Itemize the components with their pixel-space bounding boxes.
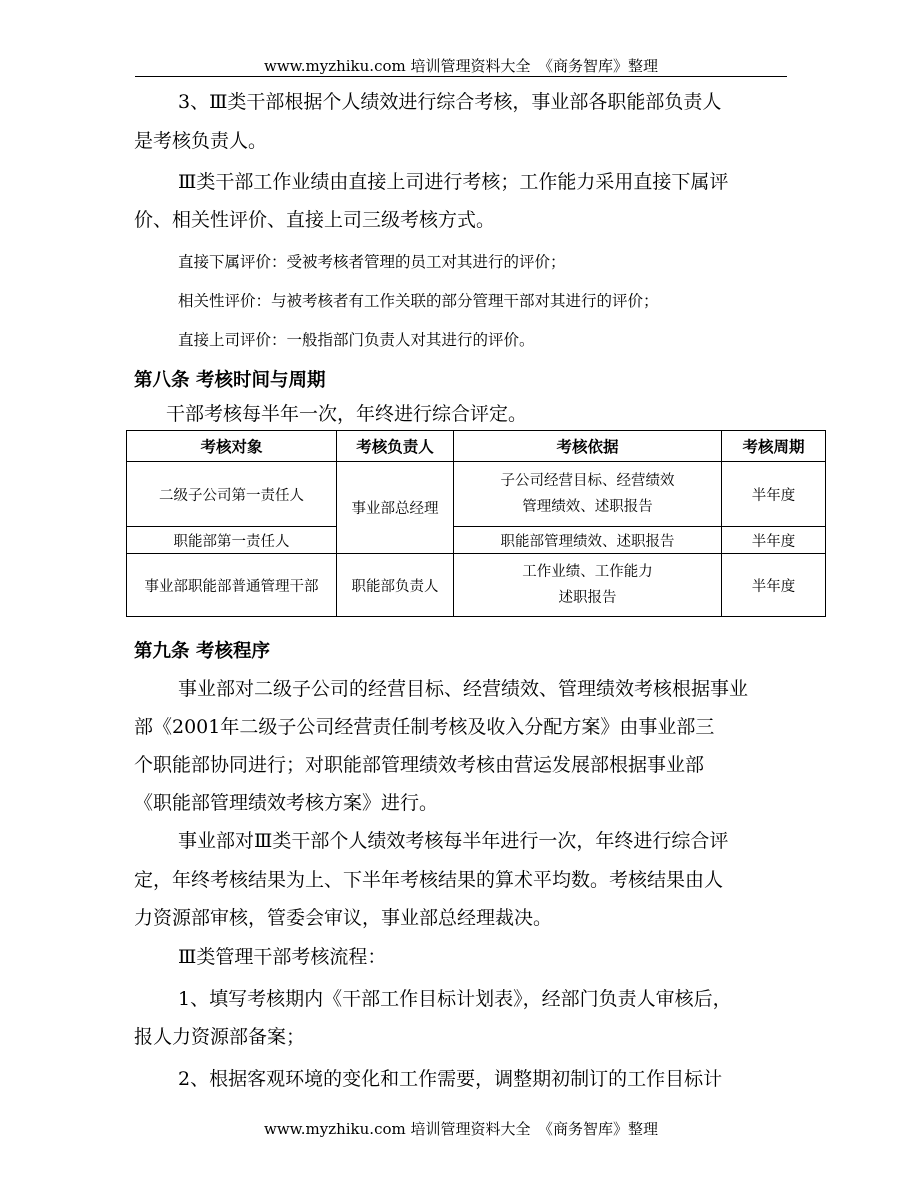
table-cell: 事业部职能部普通管理干部 bbox=[127, 554, 337, 617]
paragraph-line: 《职能部管理绩效考核方案》进行。 bbox=[134, 792, 439, 814]
table-header-cell: 考核依据 bbox=[454, 431, 722, 462]
paragraph-line: 干部考核每半年一次，年终进行综合评定。 bbox=[166, 403, 528, 425]
table-header-cell: 考核对象 bbox=[127, 431, 337, 462]
paragraph-line: 个职能部协同进行；对职能部管理绩效考核由营运发展部根据事业部 bbox=[134, 754, 705, 776]
page-footer: www.myzhiku.com 培训管理资料大全 《商务智库》整理 bbox=[263, 1120, 658, 1138]
table-header-row bbox=[127, 431, 826, 462]
section-heading: 第九条 考核程序 bbox=[134, 641, 270, 662]
cell-text-line: 述职报告 bbox=[558, 590, 617, 606]
paragraph-line: 事业部对Ⅲ类干部个人绩效考核每半年进行一次，年终进行综合评 bbox=[178, 830, 729, 852]
table-cell bbox=[454, 554, 722, 617]
table-cell: 职能部负责人 bbox=[337, 554, 454, 617]
paragraph-line: 力资源部审核，管委会审议，事业部总经理裁决。 bbox=[134, 907, 553, 929]
header-divider bbox=[135, 76, 787, 77]
paragraph-line: 1、填写考核期内《干部工作目标计划表》，经部门负责人审核后， bbox=[178, 988, 732, 1010]
paragraph-line: 3、Ⅲ类干部根据个人绩效进行综合考核，事业部各职能部负责人 bbox=[178, 91, 722, 113]
paragraph-line: 价、相关性评价、直接上司三级考核方式。 bbox=[134, 209, 496, 231]
table-cell bbox=[454, 462, 722, 527]
cell-text-line: 子公司经营目标、经营绩效 bbox=[500, 473, 675, 489]
paragraph-line: 部《2001年二级子公司经营责任制考核及收入分配方案》由事业部三 bbox=[134, 716, 715, 738]
table-cell: 职能部第一责任人 bbox=[127, 527, 337, 554]
table-row bbox=[127, 462, 826, 527]
table-cell: 半年度 bbox=[722, 527, 826, 554]
paragraph-line: Ⅲ类管理干部考核流程： bbox=[178, 946, 387, 968]
definition-line: 直接上司评价：一般指部门负责人对其进行的评价。 bbox=[178, 331, 535, 349]
paragraph-line: 事业部对二级子公司的经营目标、经营绩效、管理绩效考核根据事业 bbox=[178, 678, 749, 700]
definition-line: 相关性评价：与被考核者有工作关联的部分管理干部对其进行的评价； bbox=[178, 292, 659, 310]
table-cell: 半年度 bbox=[722, 554, 826, 617]
cell-text-line: 工作业绩、工作能力 bbox=[522, 564, 653, 580]
paragraph-line: 2、根据客观环境的变化和工作需要，调整期初制订的工作目标计 bbox=[178, 1068, 723, 1090]
section-heading: 第八条 考核时间与周期 bbox=[134, 370, 326, 391]
assessment-table bbox=[126, 430, 826, 617]
table-header-cell: 考核周期 bbox=[722, 431, 826, 462]
cell-text-line: 管理绩效、述职报告 bbox=[522, 499, 653, 515]
page-header: www.myzhiku.com 培训管理资料大全 《商务智库》整理 bbox=[263, 57, 658, 75]
paragraph-line: 报人力资源部备案； bbox=[134, 1026, 306, 1048]
definition-line: 直接下属评价：受被考核者管理的员工对其进行的评价； bbox=[178, 253, 566, 271]
table-cell: 半年度 bbox=[722, 462, 826, 527]
table-row bbox=[127, 554, 826, 617]
table-cell: 事业部总经理 bbox=[337, 462, 454, 554]
table-header-cell: 考核负责人 bbox=[337, 431, 454, 462]
table-cell: 二级子公司第一责任人 bbox=[127, 462, 337, 527]
paragraph-line: 是考核负责人。 bbox=[134, 130, 268, 152]
table-cell: 职能部管理绩效、述职报告 bbox=[454, 527, 722, 554]
paragraph-line: Ⅲ类干部工作业绩由直接上司进行考核；工作能力采用直接下属评 bbox=[178, 171, 729, 193]
table-row bbox=[127, 527, 826, 554]
paragraph-line: 定，年终考核结果为上、下半年考核结果的算术平均数。考核结果由人 bbox=[134, 869, 724, 891]
